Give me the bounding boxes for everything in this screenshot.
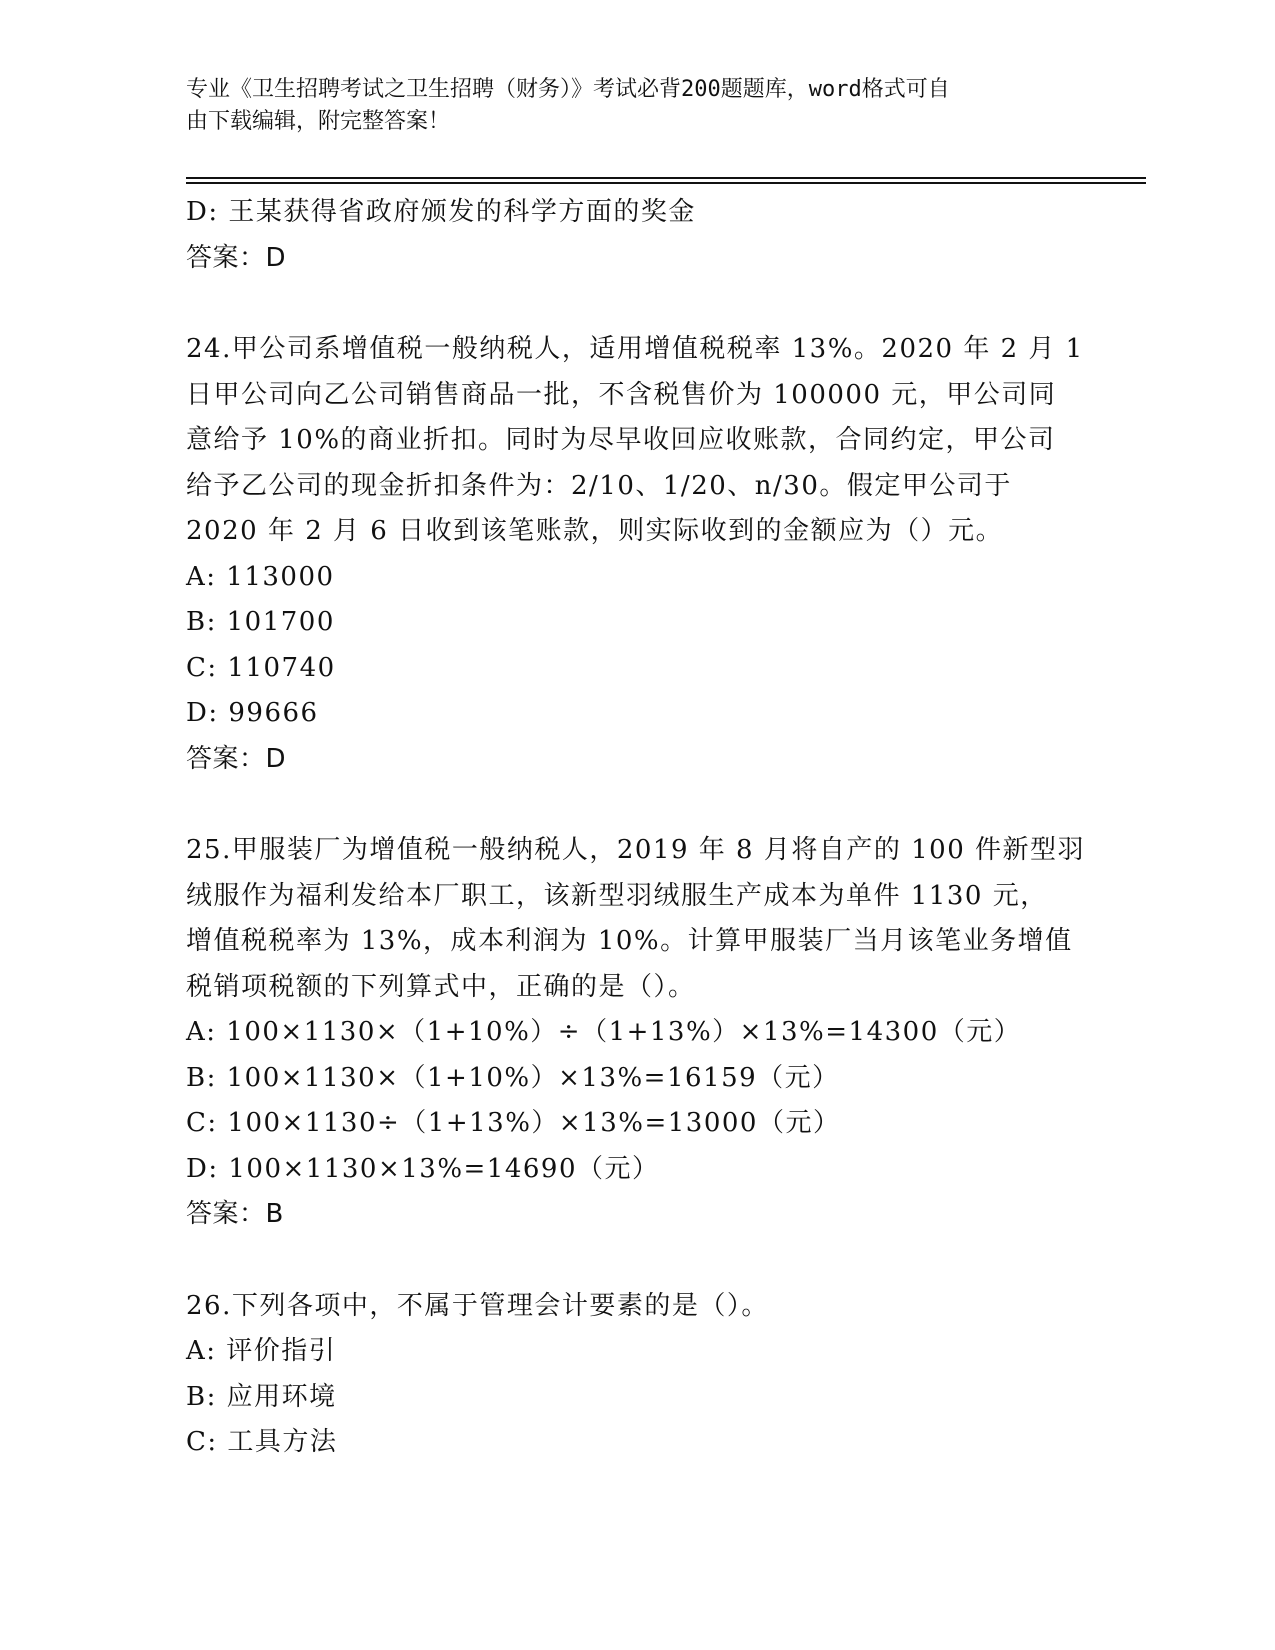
option-c: C: 工具方法 [186,1427,338,1457]
spacer [186,782,1086,828]
question-23-tail [186,190,1086,281]
question-text-line: 绒服作为福利发给本厂职工，该新型羽绒服生产成本为单件 1130 元， [186,880,1048,911]
option-d: D: 100×1130×13%=14690（元） [186,1153,660,1184]
question-text-line: 税销项税额的下列算式中，正确的是（）。 [186,971,696,1002]
question-text-line: 24.甲公司系增值税一般纳税人，适用增值税税率 13%。2020 年 2 月 1 [186,334,1084,364]
question-26 [186,1284,1086,1466]
document-header [186,74,1086,138]
spacer [186,1238,1086,1284]
question-text-line: 日甲公司向乙公司销售商品一批，不含税售价为 100000 元，甲公司同 [186,379,1057,410]
header-divider-top [186,177,1146,179]
option-b: B: 应用环境 [186,1381,337,1412]
header-line-2: 由下载编辑，附完整答案！ [186,109,451,134]
header-line-1: 专业《卫生招聘考试之卫生招聘（财务）》考试必背200题题库，word格式可自 [186,77,950,102]
option-b: B: 100×1130×（1+10%）×13%=16159（元） [186,1062,840,1093]
option-a: A: 100×1130×（1+10%）÷（1+13%）×13%=14300（元） [186,1017,1022,1047]
header-divider-bottom [186,182,1146,184]
option-b: B: 101700 [186,607,335,637]
question-text-line: 意给予 10%的商业折扣。同时为尽早收回应收账款，合同约定，甲公司 [186,425,1056,455]
question-25 [186,828,1086,1238]
option-c: C: 110740 [186,652,336,683]
question-text-line: 26.下列各项中，不属于管理会计要素的是（）。 [186,1290,769,1321]
spacer [186,281,1086,327]
option-c: C: 100×1130÷（1+13%）×13%=13000（元） [186,1108,841,1138]
option-a: A: 113000 [186,561,335,592]
question-text-line: 2020 年 2 月 6 日收到该笔账款，则实际收到的金额应为（）元。 [186,516,1004,546]
option-d: D: 王某获得省政府颁发的科学方面的奖金 [186,197,696,227]
option-d: D: 99666 [186,698,319,728]
answer: 答案：B [186,1199,284,1229]
question-text-line: 给予乙公司的现金折扣条件为：2/10、1/20、n/30。假定甲公司于 [186,470,1012,501]
question-text-line: 增值税税率为 13%，成本利润为 10%。计算甲服装厂当月该笔业务增值 [186,926,1073,956]
answer: 答案：D [186,743,287,774]
question-24 [186,327,1086,782]
option-a: A: 评价指引 [186,1336,337,1366]
document-body [186,190,1086,1466]
question-text-line: 25.甲服装厂为增值税一般纳税人，2019 年 8 月将自产的 100 件新型羽 [186,835,1086,865]
answer: 答案：D [186,242,287,273]
